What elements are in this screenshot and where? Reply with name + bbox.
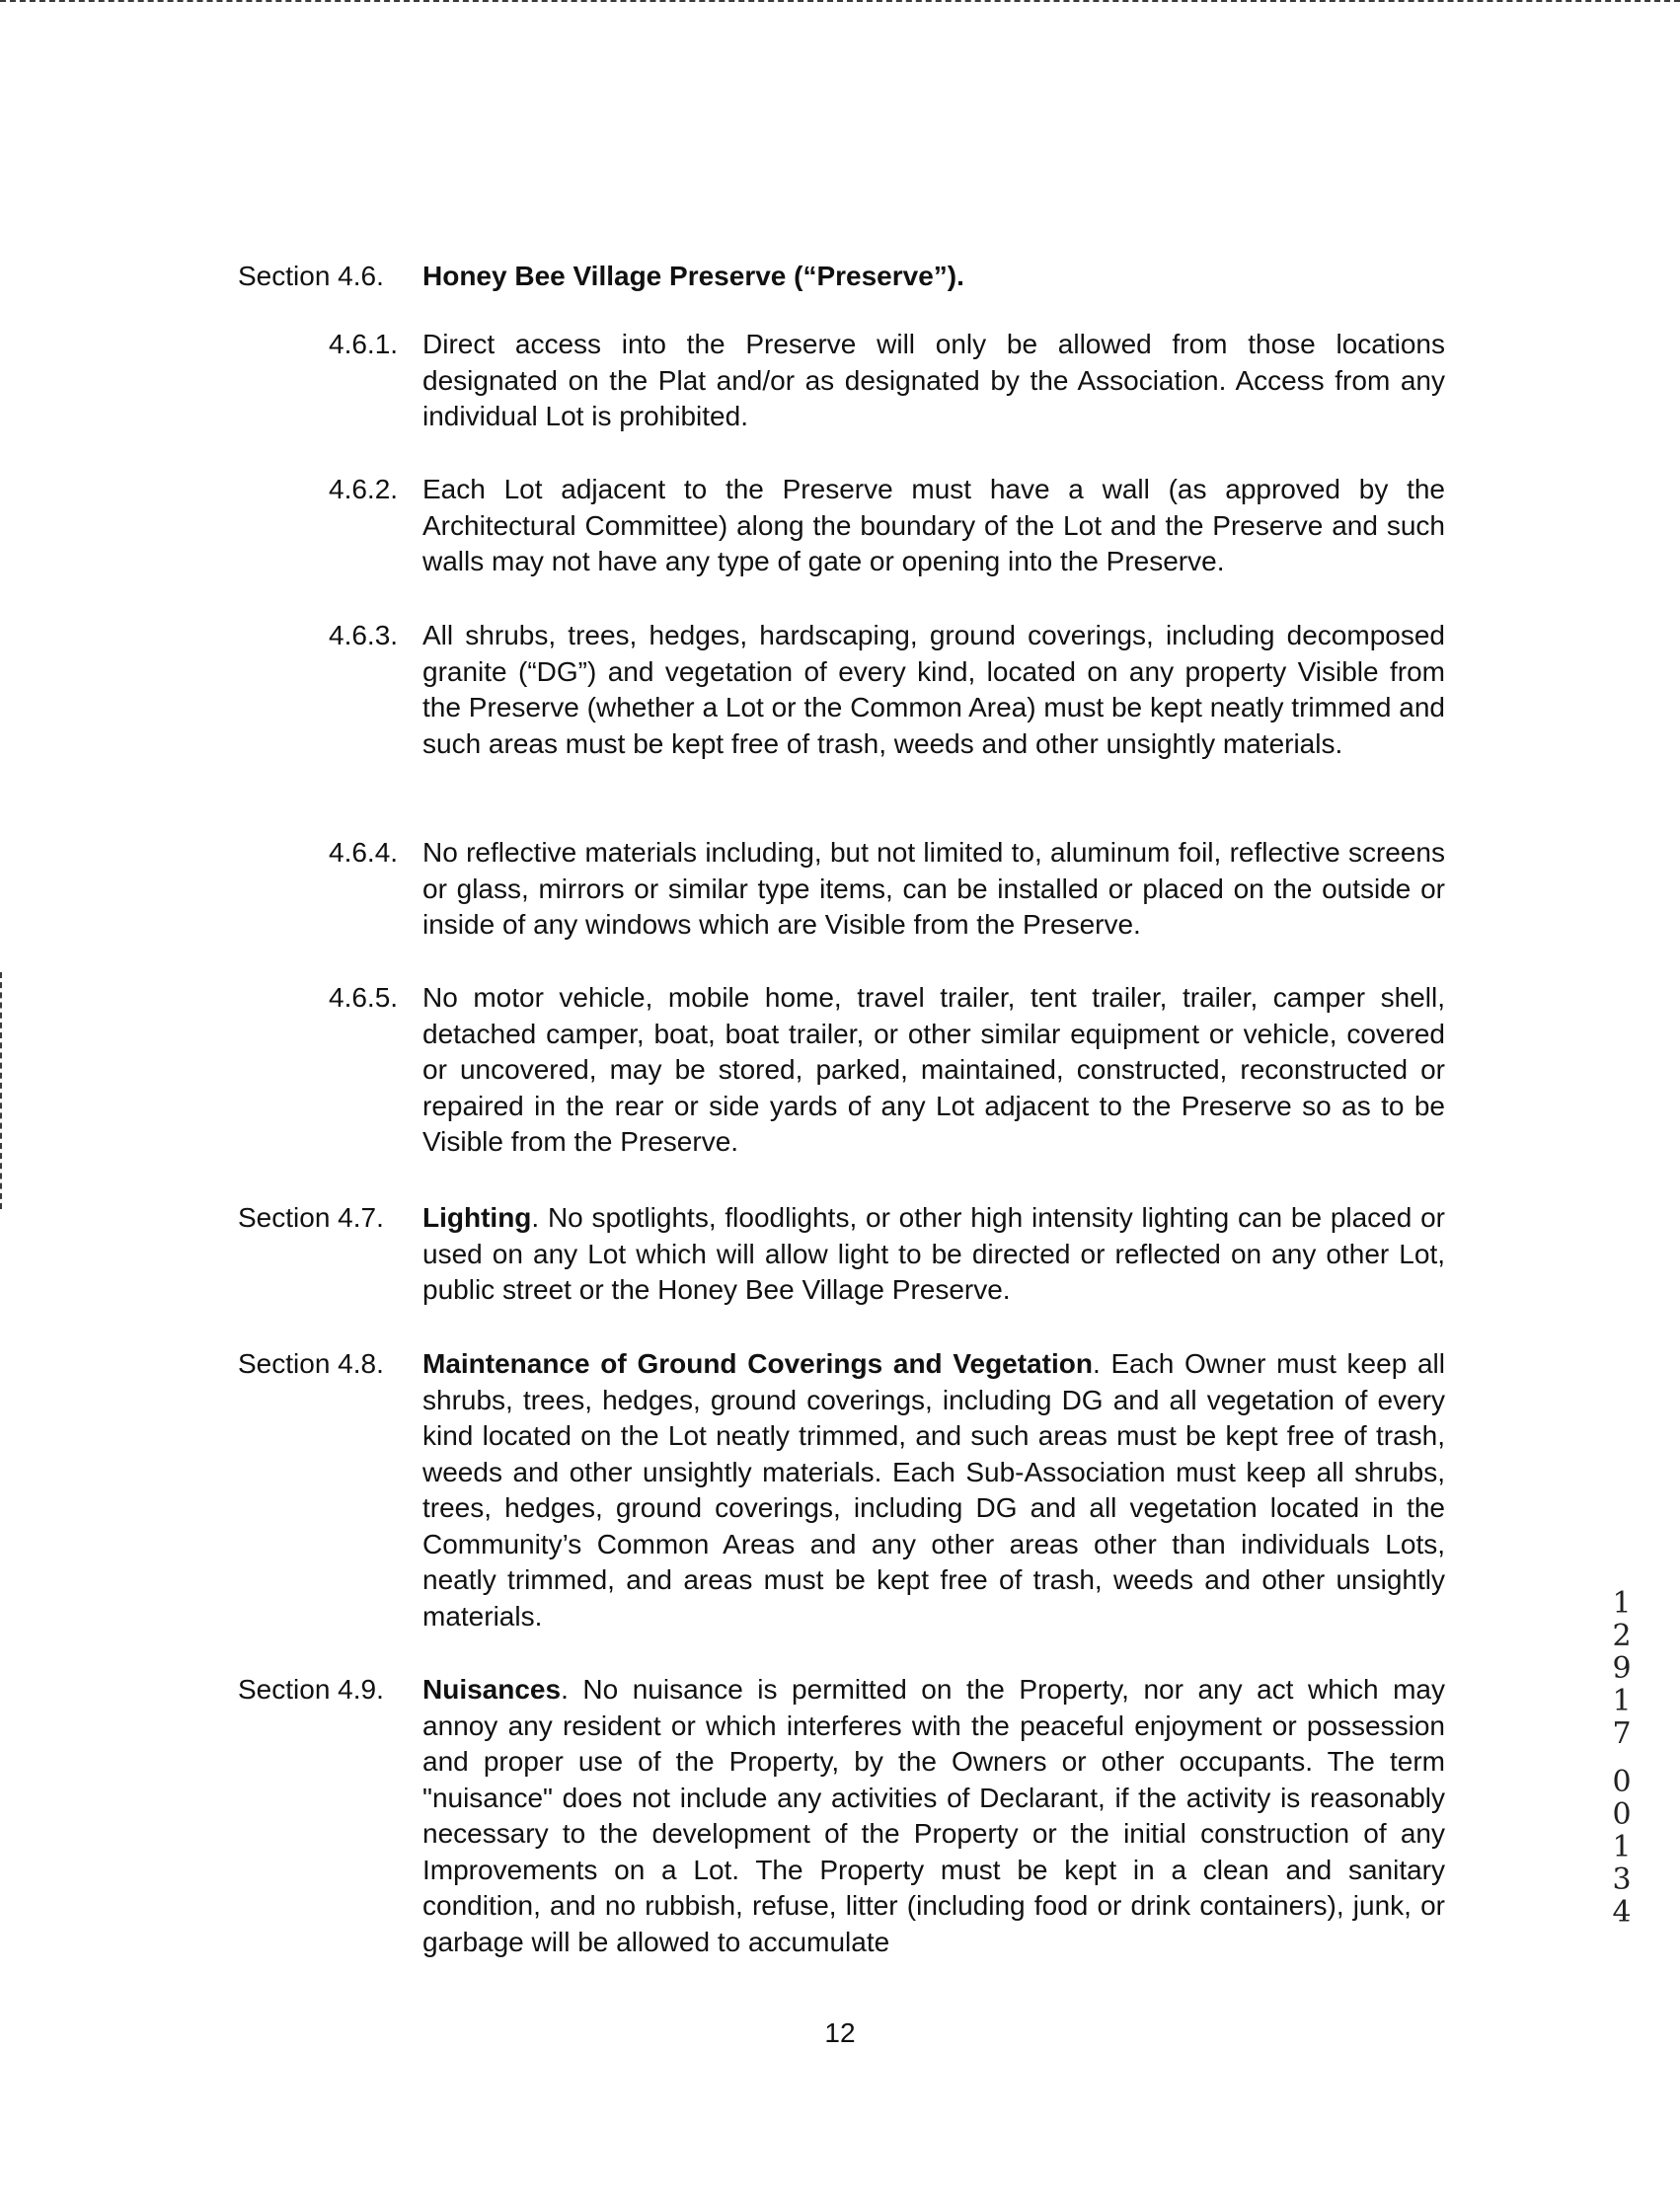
section-title: Maintenance of Ground Coverings and Vegetation [422,1348,1093,1379]
section-body [422,1346,1445,1634]
subsection-number: 4.6.3. [329,620,399,650]
page-number: 12 [824,2017,856,2048]
subsection-number: 4.6.2. [329,474,399,504]
section-text: . No spotlights, floodlights, or other high intensity lighting can be placed or used on any Lot which will allow light to be directed or reflected on any other Lot, public street or the Honey Bee Village Preserve. [422,1202,1445,1305]
scan-top-border [0,0,1680,2]
subsection-text: Direct access into the Preserve will only be allowed from those locations designated on the Plat and/or as designated by the Association. Access from any individual Lot is prohibited. [422,329,1445,431]
subsection-text: No motor vehicle, mobile home, travel trailer, tent trailer, trailer, camper shell, detached camper, boat, boat trailer, or other similar equipment or vehicle, covered or uncovered, may be stored, parked, maintained, constructed, reconstructed or repaired in the rear or side yards of any Lot adjacent to the Preserve so as to be Visible from the Preserve. [422,982,1445,1157]
stamp-digit: 7 [1612,1716,1632,1751]
stamp-digit: 1 [1612,1830,1632,1864]
section-label: Section 4.9. [238,1674,384,1705]
section-title: Honey Bee Village Preserve (“Preserve”). [422,261,964,291]
stamp-digit: 2 [1612,1619,1632,1653]
recording-stamp-digits-1 [1604,1587,1640,1750]
recording-stamp-digits-2 [1604,1766,1640,1929]
stamp-digit: 9 [1612,1651,1632,1686]
section-label: Section 4.6. [238,261,384,291]
subsection-text: No reflective materials including, but not limited to, aluminum foil, reflective screens or glass, mirrors or similar type items, can be installed or placed on the outside or inside of any windows which are Visible from the Preserve. [422,837,1445,940]
section-title: Lighting [422,1202,532,1233]
section-text: . No nuisance is permitted on the Property, nor any act which may annoy any resident or which interferes with the peaceful enjoyment or possession and proper use of the Property, by the Owners or other occupants. The term "nuisance" does not include any activities of Declarant, if the activity is reasonably necessary to the development of the Property or the initial construction of any Improvements on a Lot. The Property must be kept in a clean and sanitary condition, and no rubbish, refuse, litter (including food or drink containers), junk, or garbage will be allowed to accumulate [422,1674,1445,1957]
stamp-digit: 3 [1612,1862,1632,1897]
section-label: Section 4.7. [238,1202,384,1233]
stamp-digit: 1 [1612,1586,1632,1621]
stamp-digit: 0 [1612,1797,1632,1832]
section-body [422,1200,1445,1309]
subsection-number: 4.6.4. [329,837,399,868]
section-text: . Each Owner must keep all shrubs, trees, hedges, ground coverings, including DG and all vegetation of every kind located on the Lot neatly trimmed, and such areas must be kept free of trash, weeds and other unsightly materials. Each Sub-Association must keep all shrubs, trees, hedges, ground coverings, including DG and all vegetation located in the Community’s Common Areas and any other areas other than individuals Lots, neatly trimmed, and areas must be kept free of trash, weeds and other unsightly materials. [422,1348,1445,1632]
subsection-text: Each Lot adjacent to the Preserve must have a wall (as approved by the Architectural Committee) along the boundary of the Lot and the Preserve and such walls may not have any type of gate or opening into the Preserve. [422,474,1445,576]
section-label: Section 4.8. [238,1348,384,1379]
subsection-number: 4.6.1. [329,329,399,359]
stamp-digit: 0 [1612,1765,1632,1799]
section-title: Nuisances [422,1674,562,1705]
subsection-number: 4.6.5. [329,982,399,1013]
section-body [422,1672,1445,1960]
recording-stamp-gap [1604,1750,1640,1766]
scan-left-border [0,972,2,1209]
recording-stamp [1604,1587,1640,1929]
stamp-digit: 4 [1612,1895,1632,1930]
subsection-text: All shrubs, trees, hedges, hardscaping, ground coverings, including decomposed granite (“DG”) and vegetation of every kind, located on any property Visible from the Preserve (whether a Lot or the Common Area) must be kept neatly trimmed and such areas must be kept free of trash, weeds and other unsightly materials. [422,620,1445,759]
stamp-digit: 1 [1612,1684,1632,1718]
